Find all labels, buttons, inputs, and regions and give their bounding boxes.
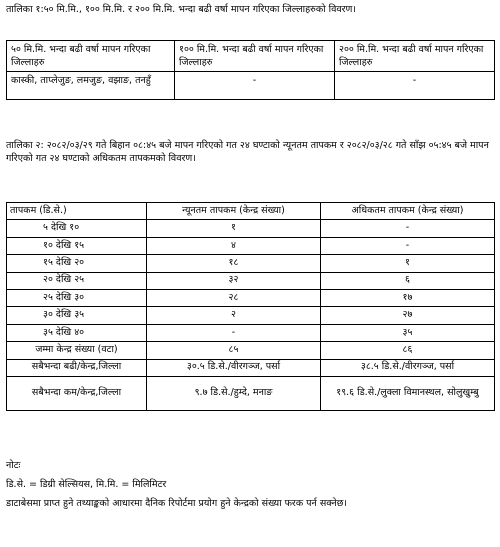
total-row	[7, 342, 495, 359]
table-row	[7, 272, 495, 289]
table-cell: कास्की, ताप्लेजुङ, लमजुङ, वझाङ, तनहुँ	[7, 71, 175, 99]
table-row	[7, 220, 495, 237]
header-cell: तापकम (डि.से.)	[7, 203, 147, 220]
table-cell: ३०.५ डि.से./वीरगञ्ज, पर्सा	[147, 359, 321, 376]
table-cell: ३५	[321, 324, 495, 341]
table-cell: ३५ देखि ४०	[7, 324, 147, 341]
table-row	[7, 289, 495, 306]
table-header-row	[7, 41, 495, 72]
table-cell: १९.६ डि.से./लुक्ला विमानस्थल, सोलुखुम्बु	[321, 376, 495, 410]
table-cell: ६	[321, 272, 495, 289]
table-cell: ३८.५ डि.से./वीरगञ्ज, पर्सा	[321, 359, 495, 376]
table-row	[7, 237, 495, 254]
table-cell: -	[321, 220, 495, 237]
highest-row	[7, 359, 495, 376]
table-cell: ३० देखि ३५	[7, 307, 147, 324]
table-cell: २७	[321, 307, 495, 324]
lowest-row	[7, 376, 495, 410]
header-cell: अधिकतम तापकम (केन्द्र संख्या)	[321, 203, 495, 220]
rainfall-districts-table	[6, 40, 495, 100]
header-cell: १०० मि.मि. भन्दा बढी वर्षा मापन गरिएका जिल्लाहरु	[175, 41, 335, 72]
units-note: डि.से. = डिग्री सेल्सियस, मि.मि. = मिलिमिटर	[6, 478, 167, 490]
table-cell: २५ देखि ३०	[7, 289, 147, 306]
temperature-table	[6, 202, 495, 411]
notes-heading: नोटः	[6, 460, 21, 471]
station-count-note: डाटाबेसमा प्राप्त हुने तथ्याङ्कको आधारमा दैनिक रिपोर्टमा प्रयोग हुने केन्द्रको संख्या फरक पर्न सक्नेछ।	[6, 497, 347, 509]
table-cell: ९.७ डि.से./हुम्दे, मनाङ	[147, 376, 321, 410]
table-cell: जम्मा केन्द्र संख्या (वटा)	[7, 342, 147, 359]
table-cell: २० देखि २५	[7, 272, 147, 289]
table-cell: ८६	[321, 342, 495, 359]
table-cell: ३२	[147, 272, 321, 289]
table-row	[7, 324, 495, 341]
table-cell: -	[335, 71, 495, 99]
table2-caption: तालिका २: २०८२/०३/२९ गते बिहान ०८:४५ बजे मापन गरिएको गत २४ घण्टाको न्यूनतम तापकम र २०८२/०३/२८ गते साँझ ०५:४५ बजे मापन गरिएको गत २४ घण्टाको अधिकतम तापकमको विवरण।	[6, 140, 489, 164]
table-cell: -	[147, 324, 321, 341]
table-cell: १८	[147, 255, 321, 272]
notes-section	[6, 460, 494, 516]
header-cell: ५० मि.मि. भन्दा बढी वर्षा मापन गरिएका जिल्लाहरु	[7, 41, 175, 72]
table-row	[7, 307, 495, 324]
header-cell: न्यूनतम तापकम (केन्द्र संख्या)	[147, 203, 321, 220]
table1-caption: तालिका १:५० मि.मि., १०० मि.मि. र २०० मि.मि. भन्दा बढी वर्षा मापन गरिएका जिल्लाहरुको विवरण।	[6, 4, 357, 15]
table-cell: १	[147, 220, 321, 237]
table-cell: १७	[321, 289, 495, 306]
table-cell: १	[321, 255, 495, 272]
table-cell: -	[175, 71, 335, 99]
table-cell: ५ देखि १०	[7, 220, 147, 237]
table-cell: १५ देखि २०	[7, 255, 147, 272]
table-cell: १० देखि १५	[7, 237, 147, 254]
table-cell: ८५	[147, 342, 321, 359]
table-header-row	[7, 203, 495, 220]
table-cell: सबैभन्दा कम/केन्द्र,जिल्ला	[7, 376, 147, 410]
table-row	[7, 71, 495, 99]
header-cell: २०० मि.मि. भन्दा बढी वर्षा मापन गरिएका जिल्लाहरु	[335, 41, 495, 72]
table-cell: सबैभन्दा बढी/केन्द्र,जिल्ला	[7, 359, 147, 376]
table-cell: २८	[147, 289, 321, 306]
table-cell: २	[147, 307, 321, 324]
table-row	[7, 255, 495, 272]
table-cell: ४	[147, 237, 321, 254]
table-cell: -	[321, 237, 495, 254]
